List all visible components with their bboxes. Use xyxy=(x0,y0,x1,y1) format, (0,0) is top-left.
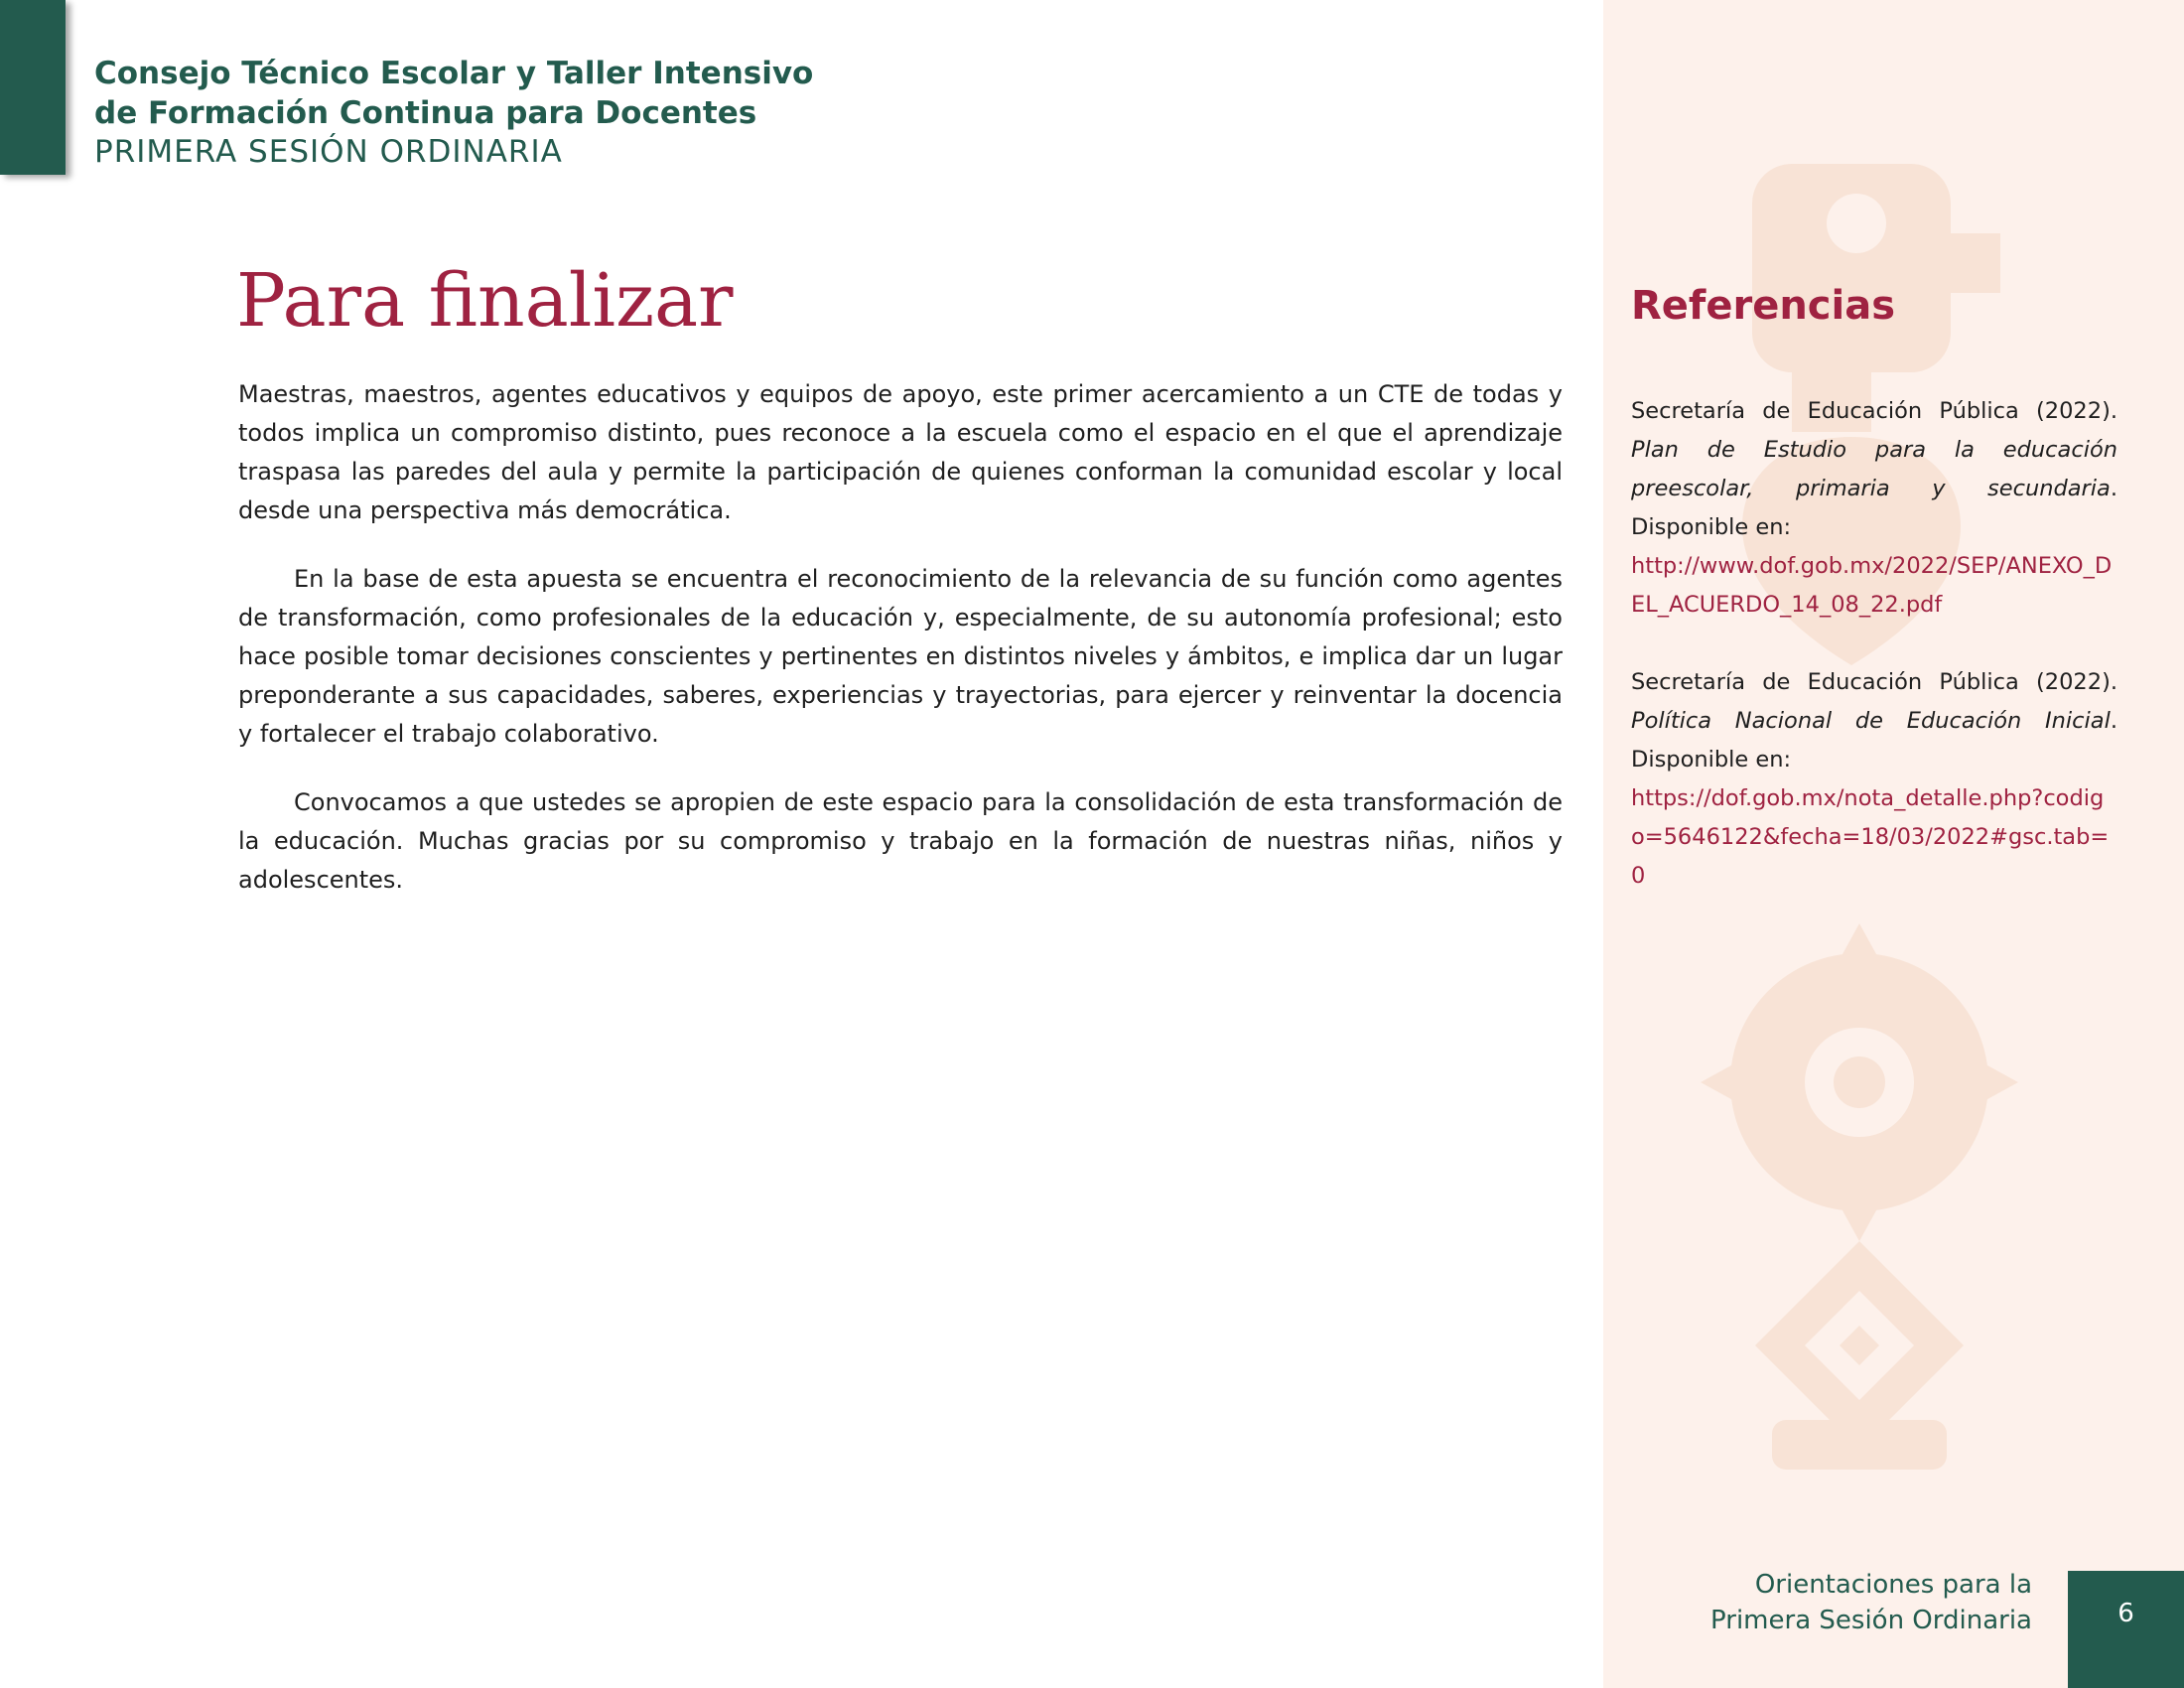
body-paragraph-1: Maestras, maestros, agentes educativos y equipos de apoyo, este primer acercamiento a un CTE de todas y todos implica un compromiso distinto, pues reconoce a la escuela como el espacio en el que el aprendizaje traspasa las paredes del aula y permite la participación de quienes conforman la comunidad escolar y local desde una perspectiva más democrática. xyxy=(238,380,1563,524)
footer-label-line-1: Orientaciones para la xyxy=(1754,1570,2032,1600)
reference-title: Plan de Estudio para la educación preescolar, primaria y secundaria xyxy=(1631,437,2117,501)
reference-item xyxy=(1631,392,2117,625)
header-title-line-1: Consejo Técnico Escolar y Taller Intensivo xyxy=(94,56,814,91)
reference-author: Secretaría de Educación Pública (2022). xyxy=(1631,398,2117,424)
body-paragraph-2: En la base de esta apuesta se encuentra el reconocimiento de la relevancia de su función como agentes de transformación, como profesionales de la educación y, especialmente, de su autonomía profesional; esto hace posible tomar decisiones conscientes y pertinentes en distintos niveles y ámbitos, e implica dar un lugar preponderante a sus capacidades, saberes, experiencias y trayectorias, para ejercer y reinventar la docencia y fortalecer el trabajo colaborativo. xyxy=(238,565,1563,748)
reference-link[interactable]: http://www.dof.gob.mx/2022/SEP/ANEXO_DEL_ACUERDO_14_08_22.pdf xyxy=(1631,553,2113,618)
reference-link[interactable]: https://dof.gob.mx/nota_detalle.php?codigo=5646122&fecha=18/03/2022#gsc.tab=0 xyxy=(1631,785,2110,889)
main-body xyxy=(238,375,1563,929)
body-paragraph-3: Convocamos a que ustedes se apropien de este espacio para la consolidación de esta transformación de la educación. Muchas gracias por su compromiso y trabajo en la formación de nuestras niñas, niños y adolescentes. xyxy=(238,788,1563,894)
footer-document-label xyxy=(1710,1567,2032,1638)
reference-availability: . Disponible en: xyxy=(1631,476,2117,540)
header-accent-bar xyxy=(0,0,66,175)
references-list xyxy=(1631,392,2117,934)
reference-title: Política Nacional de Educación Inicial xyxy=(1631,708,2111,734)
page-number: 6 xyxy=(2117,1599,2134,1628)
reference-item xyxy=(1631,663,2117,896)
page-title: Para finalizar xyxy=(236,258,734,344)
document-header xyxy=(94,54,813,171)
footer-label-line-2: Primera Sesión Ordinaria xyxy=(1710,1606,2032,1635)
reference-availability: . Disponible en: xyxy=(1631,708,2117,773)
reference-author: Secretaría de Educación Pública (2022). xyxy=(1631,669,2117,695)
references-heading: Referencias xyxy=(1631,283,1896,329)
header-title-line-2: de Formación Continua para Docentes xyxy=(94,95,757,131)
header-session-label: PRIMERA SESIÓN ORDINARIA xyxy=(94,134,563,170)
page-number-box xyxy=(2068,1571,2184,1688)
